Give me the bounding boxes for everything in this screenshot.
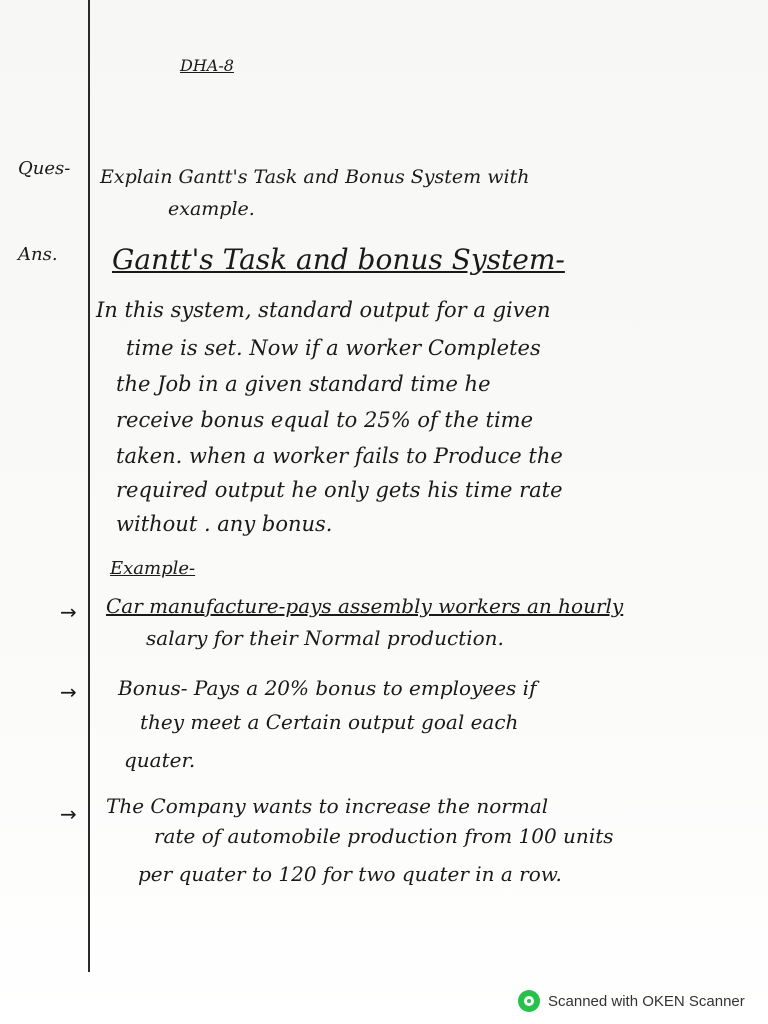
bullet-line: Car manufacture-pays assembly workers an hourly [106,594,624,618]
oken-scanner-logo-icon [518,990,540,1012]
example-heading: Example- [110,558,196,579]
bullet-line: The Company wants to increase the normal [106,794,549,818]
body-line: without . any bonus. [116,512,333,536]
answer-label: Ans. [18,244,58,265]
body-line: In this system, standard output for a given [96,298,551,322]
body-line: taken. when a worker fails to Produce the [116,444,563,468]
bullet-line: rate of automobile production from 100 units [154,824,614,848]
body-line: required output he only gets his time rate [116,478,563,502]
bullet-line: quater. [124,748,196,772]
bullet-line: salary for their Normal production. [146,626,504,650]
body-line: the Job in a given standard time he [116,372,491,396]
answer-heading: Gantt's Task and bonus System- [112,243,565,276]
margin-line [88,0,90,972]
scanner-footer [518,988,745,1014]
bullet-line: Bonus- Pays a 20% bonus to employees if [118,676,537,700]
arrow-icon: → [60,680,77,704]
body-line: time is set. Now if a worker Completes [126,336,541,360]
arrow-icon: → [60,802,77,826]
bullet-line: they meet a Certain output goal each [140,710,519,734]
question-label: Ques- [18,158,71,179]
question-line-1: Explain Gantt's Task and Bonus System with [100,166,530,188]
arrow-icon: → [60,600,77,624]
body-line: receive bonus equal to 25% of the time [116,408,533,432]
bullet-line: per quater to 120 for two quater in a row. [138,862,562,886]
question-line-2: example. [168,198,255,220]
scanner-footer-text: Scanned with OKEN Scanner [548,992,745,1010]
doc-id-label: DHA-8 [180,56,234,75]
